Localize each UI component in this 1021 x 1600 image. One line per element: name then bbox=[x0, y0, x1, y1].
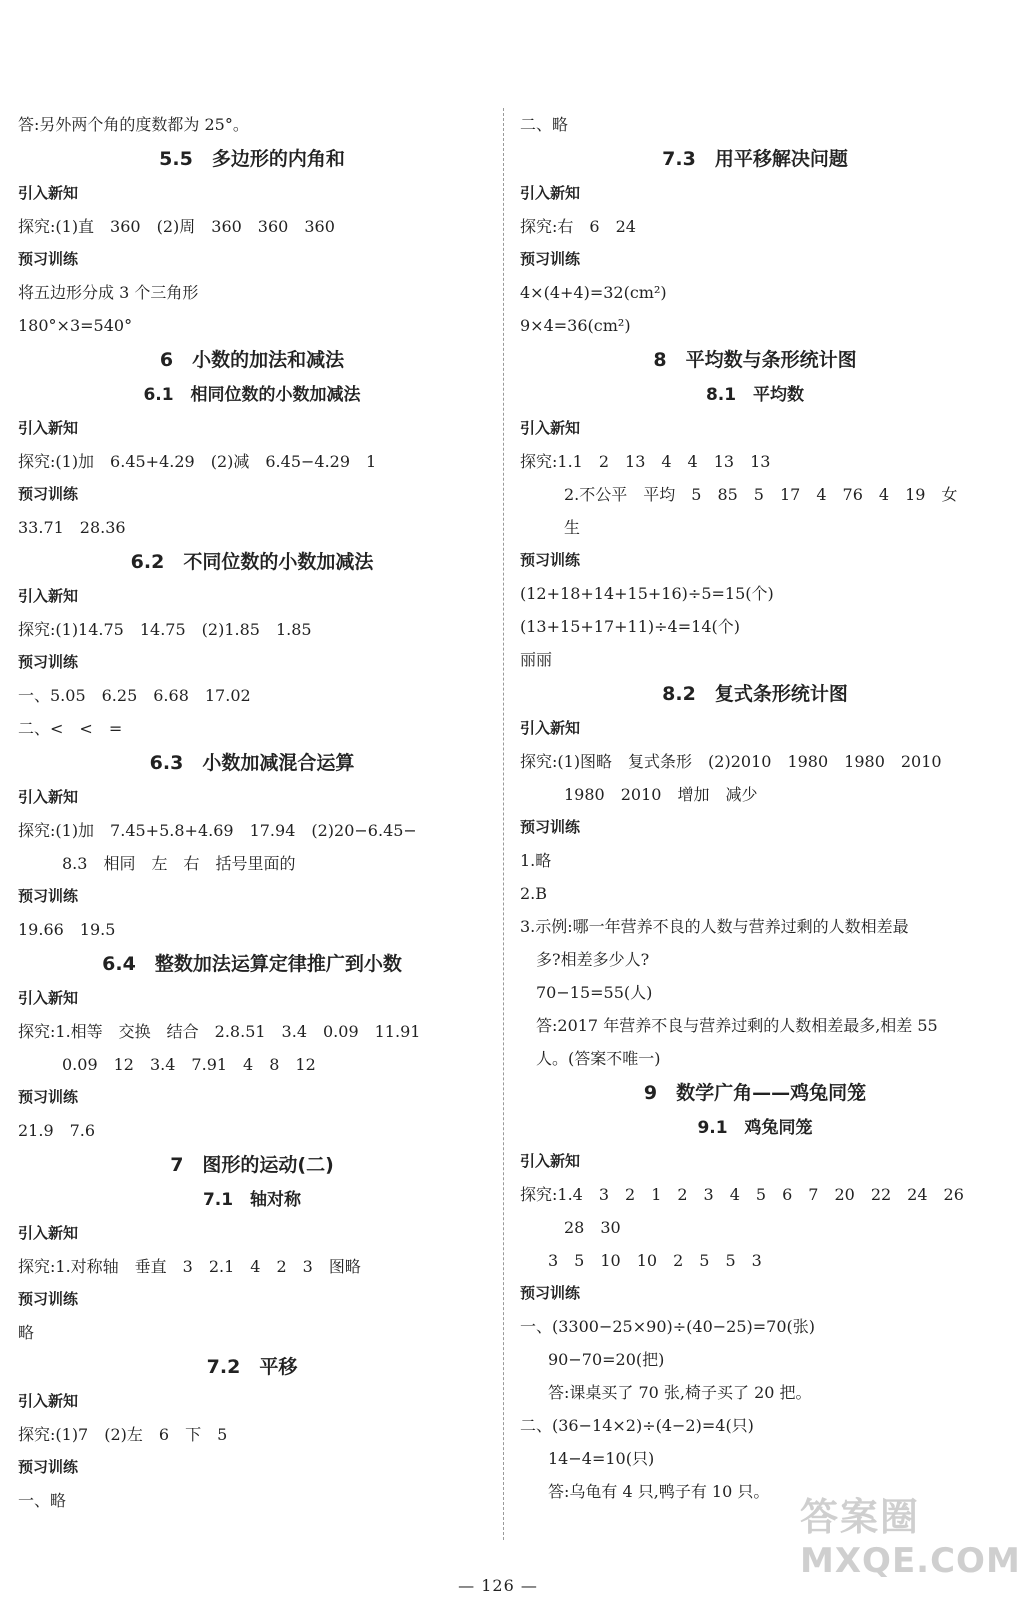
answer-line: 33.71 28.36 bbox=[18, 518, 126, 537]
answer-line: 21.9 7.6 bbox=[18, 1121, 96, 1140]
explore-line: 探究:1.1 2 13 4 4 13 13 bbox=[520, 452, 771, 471]
answer-line-cont: 答:2017 年营养不良与营养过剩的人数相差最多,相差 55 bbox=[536, 1016, 938, 1035]
explore-line: 探究:(1)7 (2)左 6 下 5 bbox=[18, 1425, 228, 1444]
explore-line-cont: 8.3 相同 左 右 括号里面的 bbox=[62, 854, 296, 873]
answer-line-cont: 答:乌龟有 4 只,鸭子有 10 只。 bbox=[548, 1482, 770, 1501]
chapter-title-6: 6 小数的加法和减法 bbox=[159, 349, 345, 371]
heading-practice: 预习训练 bbox=[520, 551, 581, 569]
answer-line: (12+18+14+15+16)÷5=15(个) bbox=[520, 584, 774, 603]
heading-practice: 预习训练 bbox=[18, 887, 79, 905]
heading-intro: 引入新知 bbox=[18, 1392, 79, 1410]
explore-line-cont: 28 30 bbox=[564, 1218, 621, 1237]
answer-line: 一、5.05 6.25 6.68 17.02 bbox=[18, 686, 251, 705]
heading-practice: 预习训练 bbox=[18, 250, 79, 268]
left-column bbox=[18, 108, 486, 1517]
heading-intro: 引入新知 bbox=[520, 1152, 581, 1170]
page-number: — 126 — bbox=[458, 1576, 538, 1595]
answer-line: 二、(36−14×2)÷(4−2)=4(只) bbox=[520, 1416, 754, 1435]
explore-line-cont: 0.09 12 3.4 7.91 4 8 12 bbox=[62, 1055, 316, 1074]
watermark-text-bottom: MXQE.COM bbox=[800, 1541, 1021, 1581]
answer-line: 9×4=36(cm²) bbox=[520, 316, 631, 335]
heading-intro: 引入新知 bbox=[18, 1224, 79, 1242]
answer-line: 二、略 bbox=[520, 115, 569, 134]
heading-intro: 引入新知 bbox=[18, 989, 79, 1007]
answer-line-cont: 多?相差多少人? bbox=[536, 950, 650, 969]
answer-line: 将五边形分成 3 个三角形 bbox=[18, 283, 199, 302]
right-column bbox=[520, 108, 990, 1508]
answer-line: 2.B bbox=[520, 884, 548, 903]
answer-line: (13+15+17+11)÷4=14(个) bbox=[520, 617, 740, 636]
heading-practice: 预习训练 bbox=[18, 1088, 79, 1106]
section-title-6-2: 6.2 不同位数的小数加减法 bbox=[130, 551, 374, 573]
explore-line: 探究:(1)图略 复式条形 (2)2010 1980 1980 2010 bbox=[520, 752, 942, 771]
explore-line: 探究:(1)加 6.45+4.29 (2)减 6.45−4.29 1 bbox=[18, 452, 377, 471]
section-title-7-3: 7.3 用平移解决问题 bbox=[662, 148, 848, 170]
section-title-9-1: 9.1 鸡兔同笼 bbox=[697, 1118, 813, 1138]
explore-line: 探究:(1)直 360 (2)周 360 360 360 bbox=[18, 217, 335, 236]
answer-line: 1.略 bbox=[520, 851, 552, 870]
answer-line-cont: 答:课桌买了 70 张,椅子买了 20 把。 bbox=[548, 1383, 812, 1402]
explore-line: 探究:右 6 24 bbox=[520, 217, 636, 236]
column-divider bbox=[503, 108, 504, 1540]
chapter-title-8: 8 平均数与条形统计图 bbox=[653, 349, 857, 371]
explore-line-cont: 2.不公平 平均 5 85 5 17 4 76 4 19 女 bbox=[564, 485, 958, 504]
section-title-6-3: 6.3 小数加减混合运算 bbox=[149, 752, 355, 774]
heading-intro: 引入新知 bbox=[520, 719, 581, 737]
heading-intro: 引入新知 bbox=[18, 419, 79, 437]
answer-line-cont: 70−15=55(人) bbox=[536, 983, 653, 1002]
heading-practice: 预习训练 bbox=[18, 1290, 79, 1308]
answer-line: 3.示例:哪一年营养不良的人数与营养过剩的人数相差最 bbox=[520, 917, 909, 936]
section-title-6-4: 6.4 整数加法运算定律推广到小数 bbox=[102, 953, 402, 975]
chapter-title-9: 9 数学广角——鸡兔同笼 bbox=[643, 1082, 867, 1104]
answer-line: 一、(3300−25×90)÷(40−25)=70(张) bbox=[520, 1317, 816, 1336]
answer-line-cont: 90−70=20(把) bbox=[548, 1350, 665, 1369]
explore-line: 探究:1.相等 交换 结合 2.8.51 3.4 0.09 11.91 bbox=[18, 1022, 421, 1041]
answer-line: 180°×3=540° bbox=[18, 316, 133, 335]
section-title-8-1: 8.1 平均数 bbox=[705, 385, 805, 405]
heading-intro: 引入新知 bbox=[520, 184, 581, 202]
explore-line: 探究:1.4 3 2 1 2 3 4 5 6 7 20 22 24 26 bbox=[520, 1185, 964, 1204]
answer-line: 答:另外两个角的度数都为 25°。 bbox=[18, 115, 249, 134]
explore-line-cont: 1980 2010 增加 减少 bbox=[564, 785, 758, 804]
answer-line: 一、略 bbox=[18, 1491, 67, 1510]
explore-line-cont: 生 bbox=[564, 518, 581, 537]
watermark-logo bbox=[800, 1486, 1021, 1586]
answer-line: 4×(4+4)=32(cm²) bbox=[520, 283, 667, 302]
heading-practice: 预习训练 bbox=[18, 485, 79, 503]
answer-line: 丽丽 bbox=[520, 650, 553, 669]
answer-line-cont: 人。(答案不唯一) bbox=[536, 1049, 661, 1068]
answer-line: 二、< < = bbox=[18, 719, 123, 738]
answer-line: 19.66 19.5 bbox=[18, 920, 116, 939]
heading-practice: 预习训练 bbox=[18, 653, 79, 671]
section-title-5-5: 5.5 多边形的内角和 bbox=[159, 148, 345, 170]
chapter-title-7: 7 图形的运动(二) bbox=[170, 1154, 334, 1176]
heading-intro: 引入新知 bbox=[18, 184, 79, 202]
explore-line: 探究:(1)加 7.45+5.8+4.69 17.94 (2)20−6.45− bbox=[18, 821, 417, 840]
section-title-7-1: 7.1 轴对称 bbox=[202, 1190, 302, 1210]
heading-practice: 预习训练 bbox=[520, 250, 581, 268]
answer-line: 略 bbox=[18, 1323, 35, 1342]
heading-intro: 引入新知 bbox=[18, 788, 79, 806]
section-title-7-2: 7.2 平移 bbox=[206, 1356, 298, 1378]
explore-line-cont: 3 5 10 10 2 5 5 3 bbox=[548, 1251, 762, 1270]
heading-intro: 引入新知 bbox=[520, 419, 581, 437]
heading-practice: 预习训练 bbox=[520, 1284, 581, 1302]
section-title-8-2: 8.2 复式条形统计图 bbox=[662, 683, 848, 705]
explore-line: 探究:(1)14.75 14.75 (2)1.85 1.85 bbox=[18, 620, 312, 639]
heading-practice: 预习训练 bbox=[18, 1458, 79, 1476]
watermark-text-top: 答案圈 bbox=[800, 1495, 921, 1539]
section-title-6-1: 6.1 相同位数的小数加减法 bbox=[143, 385, 361, 405]
heading-practice: 预习训练 bbox=[520, 818, 581, 836]
answer-line-cont: 14−4=10(只) bbox=[548, 1449, 655, 1468]
heading-intro: 引入新知 bbox=[18, 587, 79, 605]
explore-line: 探究:1.对称轴 垂直 3 2.1 4 2 3 图略 bbox=[18, 1257, 361, 1276]
